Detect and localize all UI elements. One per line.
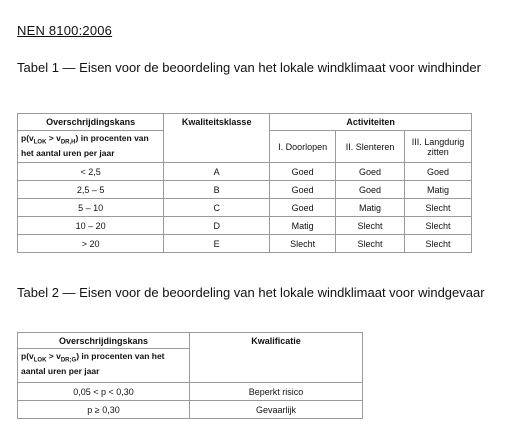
table-row [18,235,472,253]
range-cell: > 20 [18,235,164,253]
class-cell: A [164,163,270,181]
strolling-cell: Matig [336,199,405,217]
table-row [18,163,472,181]
header-probability: Overschrijdingskans [18,114,164,131]
strolling-cell: Slecht [336,235,405,253]
table-row [18,401,363,419]
sitting-cell: Slecht [405,235,472,253]
class-cell: B [164,181,270,199]
range-cell: p ≥ 0,30 [18,401,190,419]
strolling-cell: Goed [336,181,405,199]
sitting-cell: Matig [405,181,472,199]
range-cell: 0,05 < p < 0,30 [18,383,190,401]
walking-cell: Goed [270,199,336,217]
range-cell: 5 – 10 [18,199,164,217]
table1-caption: Tabel 1 — Eisen voor de beoordeling van het lokale windklimaat voor windhinder [17,60,481,75]
table-windgevaar [17,332,363,419]
activity-sitting: III. Langdurig zitten [405,131,472,163]
table2-caption: Tabel 2 — Eisen voor de beoordeling van het lokale windklimaat voor windgevaar [17,285,485,300]
range-cell: 10 – 20 [18,217,164,235]
class-cell: E [164,235,270,253]
walking-cell: Slecht [270,235,336,253]
probability-definition: $p(v_{LOK} > v_{DR,H})$ in procenten van het aantal uren per jaar [18,131,164,163]
sitting-cell: Goed [405,163,472,181]
table-row [18,217,472,235]
walking-cell: Goed [270,181,336,199]
probability-definition: $p(v_{LOK} > v_{DR;G})$ in procenten van het aantal uren per jaar [18,349,190,383]
activity-strolling: II. Slenteren [336,131,405,163]
header-probability: Overschrijdingskans [18,333,190,349]
document-title: NEN 8100:2006 [17,23,113,38]
qualification-cell: Gevaarlijk [190,401,363,419]
header-activities: Activiteiten [270,114,472,131]
strolling-cell: Goed [336,163,405,181]
table-row [18,181,472,199]
header-qualification: Kwalificatie [190,333,363,383]
sitting-cell: Slecht [405,199,472,217]
class-cell: D [164,217,270,235]
class-cell: C [164,199,270,217]
walking-cell: Matig [270,217,336,235]
sitting-cell: Slecht [405,217,472,235]
table-row [18,383,363,401]
header-quality-class: Kwaliteitsklasse [164,114,270,163]
range-cell: 2,5 – 5 [18,181,164,199]
range-cell: < 2,5 [18,163,164,181]
activity-walking: I. Doorlopen [270,131,336,163]
qualification-cell: Beperkt risico [190,383,363,401]
table-row [18,199,472,217]
strolling-cell: Slecht [336,217,405,235]
table-windhinder [17,113,472,253]
walking-cell: Goed [270,163,336,181]
